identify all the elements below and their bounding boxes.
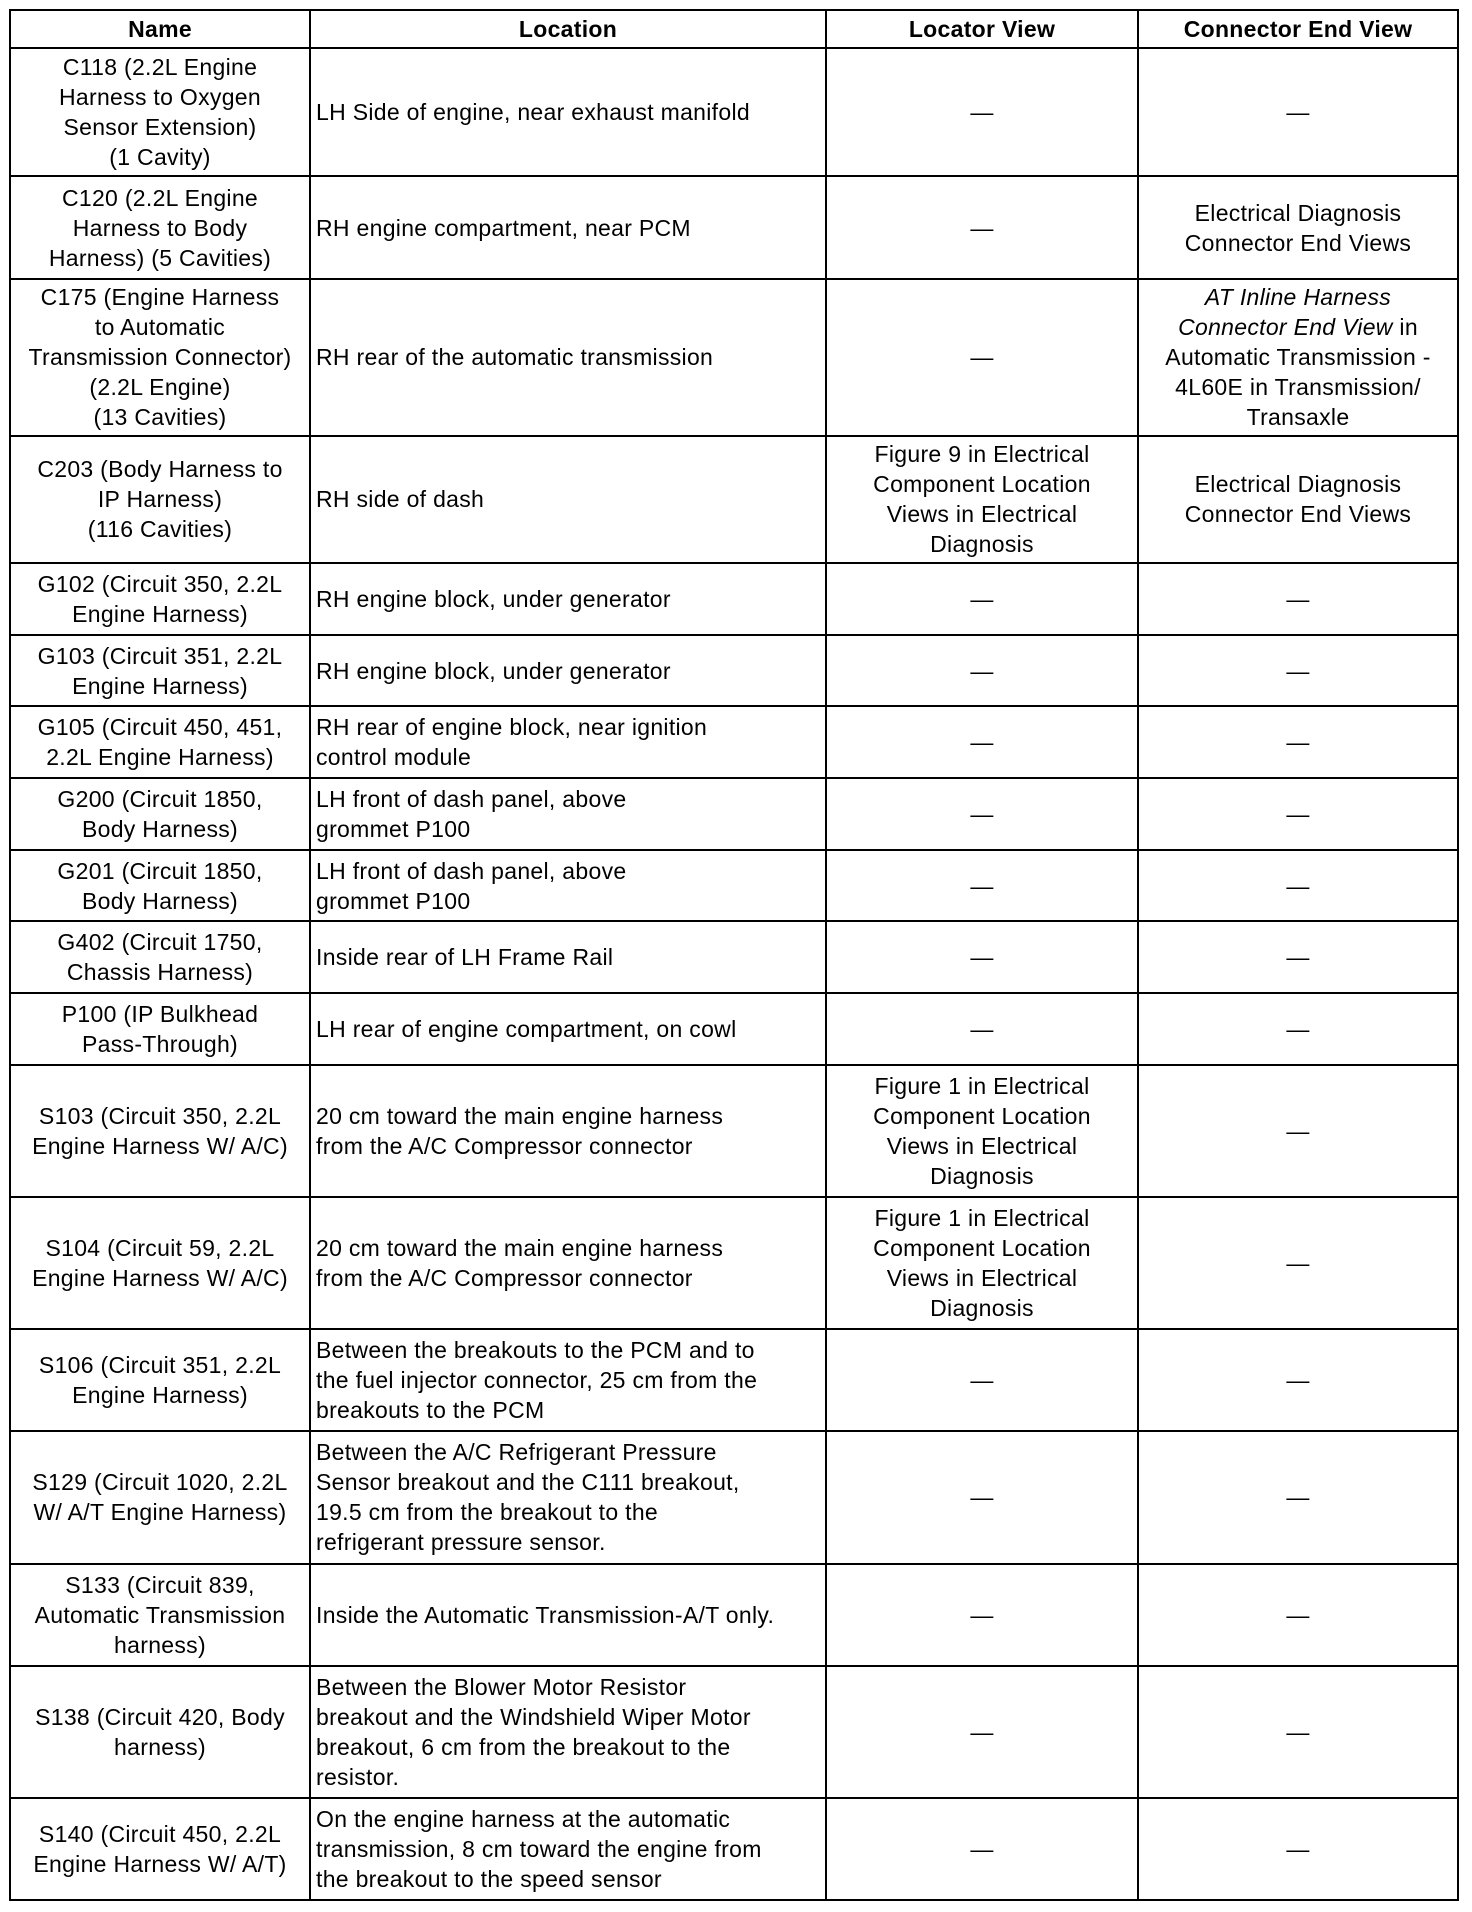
row-locator-view: —	[826, 706, 1138, 778]
component-location-table	[9, 9, 1459, 1901]
row-connector-end-view: Electrical Diagnosis Connector End Views	[1138, 176, 1458, 279]
row-location: RH rear of the automatic transmission	[310, 279, 826, 436]
table-row	[10, 1564, 1458, 1666]
table-row	[10, 921, 1458, 993]
row-connector-end-view: Electrical Diagnosis Connector End Views	[1138, 436, 1458, 563]
row-location: LH Side of engine, near exhaust manifold	[310, 48, 826, 176]
row-name: S103 (Circuit 350, 2.2L Engine Harness W/ A/C)	[10, 1065, 310, 1197]
row-name: S138 (Circuit 420, Body harness)	[10, 1666, 310, 1798]
row-connector-end-view: —	[1138, 1431, 1458, 1563]
table-row	[10, 279, 1458, 436]
row-connector-end-view: —	[1138, 1197, 1458, 1329]
table-row	[10, 1329, 1458, 1431]
row-location: LH front of dash panel, above grommet P100	[310, 778, 826, 850]
row-connector-end-view: —	[1138, 850, 1458, 922]
row-location: RH engine block, under generator	[310, 635, 826, 707]
row-locator-view: —	[826, 1564, 1138, 1666]
row-location: RH engine compartment, near PCM	[310, 176, 826, 279]
row-connector-end-view: —	[1138, 778, 1458, 850]
row-locator-view: —	[826, 48, 1138, 176]
row-name: C203 (Body Harness to IP Harness) (116 Cavities)	[10, 436, 310, 563]
row-location: LH front of dash panel, above grommet P100	[310, 850, 826, 922]
row-name: C175 (Engine Harness to Automatic Transmission Connector) (2.2L Engine) (13 Cavities)	[10, 279, 310, 436]
row-name: G105 (Circuit 450, 451, 2.2L Engine Harness)	[10, 706, 310, 778]
row-name: C120 (2.2L Engine Harness to Body Harness) (5 Cavities)	[10, 176, 310, 279]
row-location: RH rear of engine block, near ignition control module	[310, 706, 826, 778]
table-row	[10, 1065, 1458, 1197]
row-locator-view: —	[826, 279, 1138, 436]
row-connector-end-view: —	[1138, 1564, 1458, 1666]
row-locator-view: —	[826, 635, 1138, 707]
row-locator-view: Figure 1 in Electrical Component Location Views in Electrical Diagnosis	[826, 1065, 1138, 1197]
row-name: G200 (Circuit 1850, Body Harness)	[10, 778, 310, 850]
table-row	[10, 706, 1458, 778]
row-connector-end-view: —	[1138, 706, 1458, 778]
row-location: On the engine harness at the automatic transmission, 8 cm toward the engine from the breakout to the speed sensor	[310, 1798, 826, 1900]
row-locator-view: —	[826, 850, 1138, 922]
table-row	[10, 993, 1458, 1065]
row-name: S106 (Circuit 351, 2.2L Engine Harness)	[10, 1329, 310, 1431]
connector-reference-text: in Automatic Transmission - 4L60E in Transmission/ Transaxle	[1165, 314, 1431, 431]
table-row	[10, 778, 1458, 850]
row-name: G402 (Circuit 1750, Chassis Harness)	[10, 921, 310, 993]
row-locator-view: Figure 9 in Electrical Component Location Views in Electrical Diagnosis	[826, 436, 1138, 563]
row-locator-view: —	[826, 1431, 1138, 1563]
table-row	[10, 1431, 1458, 1563]
table-row	[10, 1666, 1458, 1798]
row-location: Inside rear of LH Frame Rail	[310, 921, 826, 993]
row-name: P100 (IP Bulkhead Pass-Through)	[10, 993, 310, 1065]
row-location: Inside the Automatic Transmission-A/T only.	[310, 1564, 826, 1666]
table-row	[10, 176, 1458, 279]
row-locator-view: —	[826, 921, 1138, 993]
row-name: G201 (Circuit 1850, Body Harness)	[10, 850, 310, 922]
row-connector-end-view: —	[1138, 563, 1458, 635]
table-row	[10, 1798, 1458, 1900]
row-locator-view: —	[826, 563, 1138, 635]
header-name: Name	[10, 10, 310, 48]
row-connector-end-view: —	[1138, 1329, 1458, 1431]
row-location: 20 cm toward the main engine harness from the A/C Compressor connector	[310, 1197, 826, 1329]
row-locator-view: —	[826, 778, 1138, 850]
row-connector-end-view: —	[1138, 635, 1458, 707]
row-connector-end-view: —	[1138, 993, 1458, 1065]
row-connector-end-view: —	[1138, 1065, 1458, 1197]
row-locator-view: —	[826, 1798, 1138, 1900]
table-row	[10, 1197, 1458, 1329]
row-location: RH side of dash	[310, 436, 826, 563]
row-location: Between the Blower Motor Resistor breakout and the Windshield Wiper Motor breakout, 6 cm from the breakout to the resistor.	[310, 1666, 826, 1798]
row-connector-end-view: —	[1138, 48, 1458, 176]
table-header-row	[10, 10, 1458, 48]
row-location: LH rear of engine compartment, on cowl	[310, 993, 826, 1065]
row-connector-end-view: —	[1138, 1666, 1458, 1798]
row-location: 20 cm toward the main engine harness from the A/C Compressor connector	[310, 1065, 826, 1197]
header-locator-view: Locator View	[826, 10, 1138, 48]
row-connector-end-view: —	[1138, 921, 1458, 993]
row-connector-end-view: —	[1138, 1798, 1458, 1900]
row-name: C118 (2.2L Engine Harness to Oxygen Sensor Extension) (1 Cavity)	[10, 48, 310, 176]
row-locator-view: —	[826, 1329, 1138, 1431]
row-name: S104 (Circuit 59, 2.2L Engine Harness W/ A/C)	[10, 1197, 310, 1329]
table-row	[10, 436, 1458, 563]
connector-reference-title: AT Inline Harness Connector End View	[1178, 284, 1393, 341]
table-row	[10, 850, 1458, 922]
row-name: S129 (Circuit 1020, 2.2L W/ A/T Engine Harness)	[10, 1431, 310, 1563]
table-row	[10, 635, 1458, 707]
row-locator-view: —	[826, 1666, 1138, 1798]
header-location: Location	[310, 10, 826, 48]
row-location: Between the breakouts to the PCM and to the fuel injector connector, 25 cm from the breakouts to the PCM	[310, 1329, 826, 1431]
row-connector-end-view	[1138, 279, 1458, 436]
row-locator-view: —	[826, 993, 1138, 1065]
row-location: RH engine block, under generator	[310, 563, 826, 635]
row-name: S140 (Circuit 450, 2.2L Engine Harness W/ A/T)	[10, 1798, 310, 1900]
row-name: G103 (Circuit 351, 2.2L Engine Harness)	[10, 635, 310, 707]
table-row	[10, 563, 1458, 635]
row-name: G102 (Circuit 350, 2.2L Engine Harness)	[10, 563, 310, 635]
table-row	[10, 48, 1458, 176]
row-location: Between the A/C Refrigerant Pressure Sensor breakout and the C111 breakout, 19.5 cm from the breakout to the refrigerant pressure sensor.	[310, 1431, 826, 1563]
row-locator-view: —	[826, 176, 1138, 279]
row-locator-view: Figure 1 in Electrical Component Location Views in Electrical Diagnosis	[826, 1197, 1138, 1329]
header-connector-end-view: Connector End View	[1138, 10, 1458, 48]
row-name: S133 (Circuit 839, Automatic Transmission harness)	[10, 1564, 310, 1666]
